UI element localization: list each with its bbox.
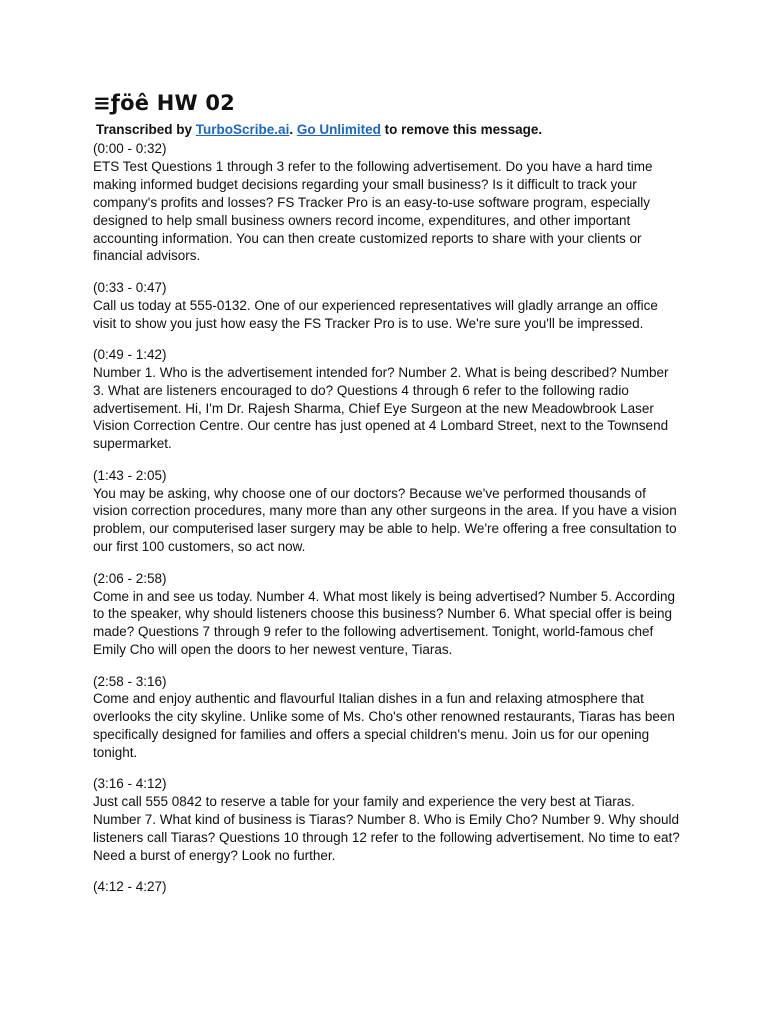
transcript-segment bbox=[93, 467, 683, 557]
document-title: ≡ƒöê HW 02 bbox=[93, 91, 235, 115]
segment-timestamp: (2:58 - 3:16) bbox=[93, 673, 167, 689]
turboscribe-link[interactable]: TurboScribe.ai bbox=[195, 122, 290, 137]
segment-text: ETS Test Questions 1 through 3 refer to the following advertisement. Do you have a hard time making informed budget decisions regarding your small business? Is it difficult to track your company's profits and losses? FS Tracker Pro is an easy-to-use software program, especially designed to help small business owners record income, expenditures, and other important accounting information. You can then create customized reports to share with your clients or financial advisors. bbox=[93, 158, 653, 264]
banner-prefix: Transcribed by bbox=[96, 122, 196, 137]
segment-text: You may be asking, why choose one of our doctors? Because we've performed thousands of vision correction procedures, many more than any other surgeons in the area. If you have a vision problem, our computerised laser surgery may be able to help. We're offering a free consultation to our first 100 customers, so act now. bbox=[93, 485, 677, 555]
document-page bbox=[93, 88, 683, 910]
segment-timestamp: (0:49 - 1:42) bbox=[93, 346, 167, 362]
segment-timestamp: (2:06 - 2:58) bbox=[93, 570, 167, 586]
transcript-segment bbox=[93, 140, 683, 265]
segment-text: Just call 555 0842 to reserve a table for your family and experience the very best at Tiaras. Number 7. What kind of business is Tiaras? Number 8. Who is Emily Cho? Number 9. Why should listeners call Tiaras? Questions 10 through 12 refer to the following advertisement. No time to eat? Need a burst of energy? Look no further. bbox=[93, 794, 680, 864]
transcript-segment bbox=[93, 570, 683, 660]
go-unlimited-link[interactable]: Go Unlimited bbox=[296, 122, 381, 137]
segment-text: Call us today at 555-0132. One of our experienced representatives will gladly arrange an office visit to show you just how easy the FS Tracker Pro is to use. We're sure you'll be impressed. bbox=[93, 297, 658, 331]
segment-timestamp: (1:43 - 2:05) bbox=[93, 467, 167, 483]
banner-separator: . bbox=[289, 122, 297, 137]
segment-text: Come in and see us today. Number 4. What most likely is being advertised? Number 5. According to the speaker, why should listeners choose this business? Number 6. What special offer is being made? Questions 7 through 9 refer to the following advertisement. Tonight, world-famous chef Emily Cho will open the doors to her newest venture, Tiaras. bbox=[93, 588, 676, 658]
transcription-banner bbox=[96, 121, 683, 139]
segment-timestamp: (0:00 - 0:32) bbox=[93, 141, 167, 156]
transcript-segment bbox=[93, 878, 683, 896]
segment-timestamp: (4:12 - 4:27) bbox=[93, 879, 167, 895]
segment-text: Number 1. Who is the advertisement intended for? Number 2. What is being described? Number 3. What are listeners encouraged to do? Questions 4 through 6 refer to the following radio advertisement. Hi, I'm Dr. Rajesh Sharma, Chief Eye Surgeon at the new Meadowbrook Laser Vision Correction Centre. Our centre has just opened at 4 Lombard Street, next to the Townsend supermarket. bbox=[93, 364, 669, 452]
transcript-segment bbox=[93, 673, 683, 763]
transcript-segment bbox=[93, 279, 683, 333]
segment-text: Come and enjoy authentic and flavourful Italian dishes in a fun and relaxing atmosphere that overlooks the city skyline. Unlike some of Ms. Cho's other renowned restaurants, Tiaras has been specifically designed for families and offers a special children's menu. Join us for our opening tonight. bbox=[93, 691, 675, 761]
transcript-segment bbox=[93, 346, 683, 453]
transcript-segment bbox=[93, 775, 683, 865]
segment-timestamp: (3:16 - 4:12) bbox=[93, 776, 167, 792]
segment-timestamp: (0:33 - 0:47) bbox=[93, 279, 167, 295]
banner-suffix: to remove this message. bbox=[380, 122, 543, 137]
